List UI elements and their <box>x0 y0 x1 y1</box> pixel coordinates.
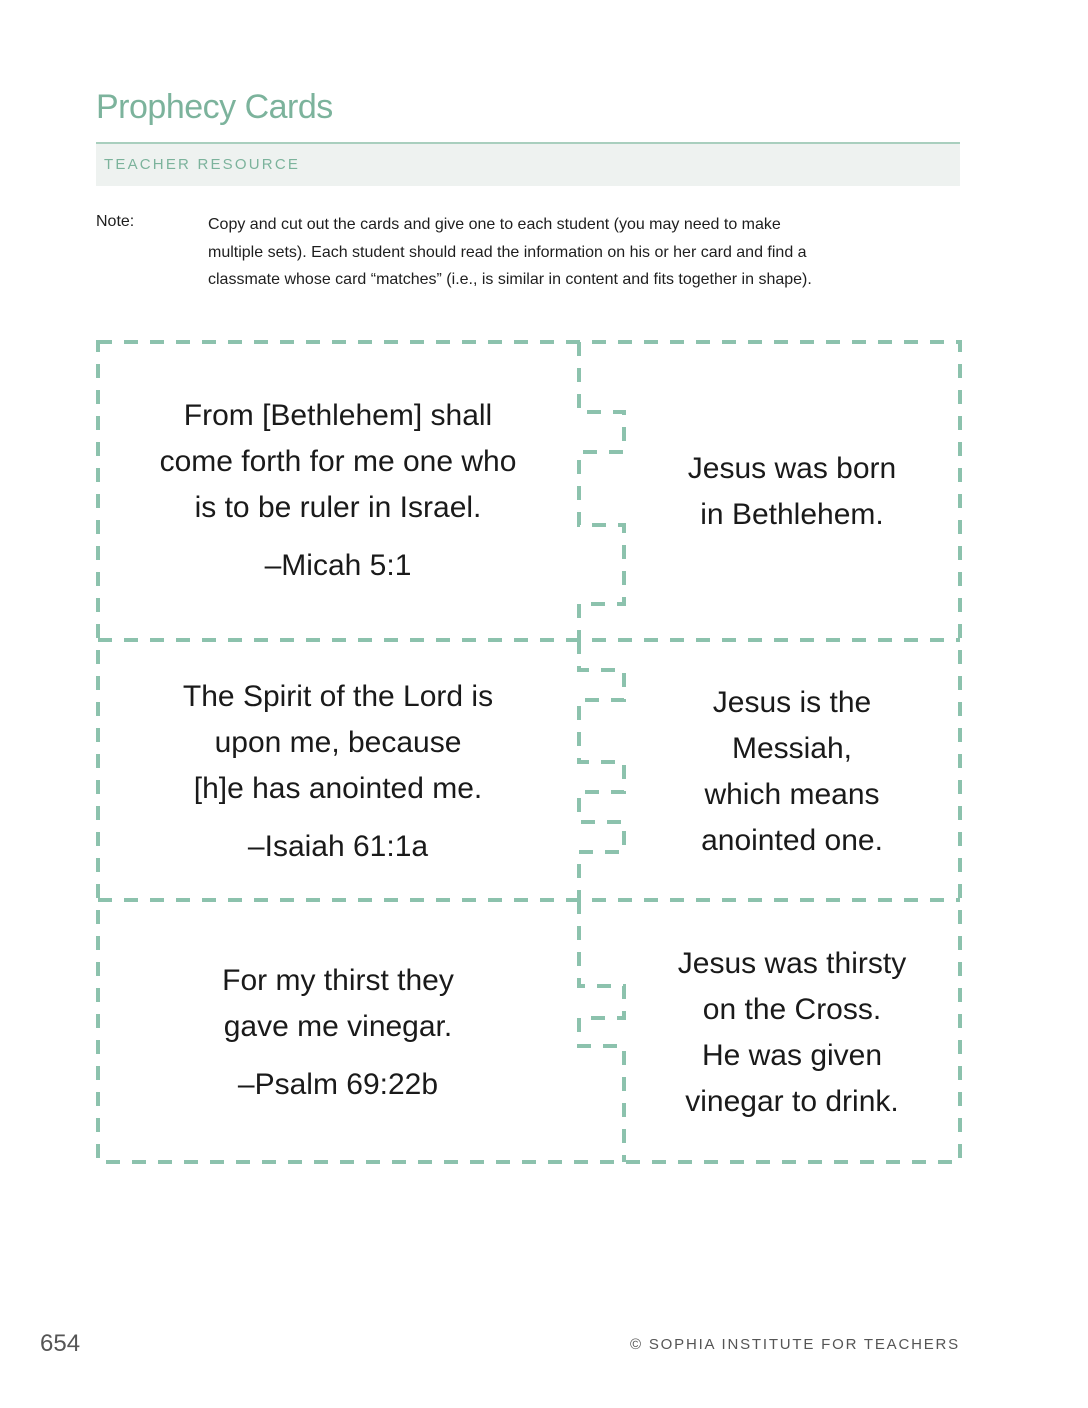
banner-label: TEACHER RESOURCE <box>104 156 301 173</box>
prophecy-card-2 <box>100 674 576 870</box>
fulfillment-card-1 <box>626 446 958 538</box>
puzzle-cut-1 <box>579 342 624 640</box>
prophecy-line: come forth for me one who <box>159 445 517 478</box>
page-title: Prophecy Cards <box>96 88 333 126</box>
note-line: Copy and cut out the cards and give one to each student (you may need to make <box>208 216 781 233</box>
prophecy-line: For my thirst they <box>222 964 454 997</box>
copyright-notice: © SOPHIA INSTITUTE FOR TEACHERS <box>630 1336 960 1353</box>
prophecy-line: upon me, because <box>214 726 462 759</box>
puzzle-cut-2 <box>579 640 624 900</box>
note-line: classmate whose card “matches” (i.e., is similar in content and fits together in shape). <box>208 271 812 288</box>
page-number: 654 <box>40 1330 81 1357</box>
note-label: Note: <box>96 213 135 230</box>
fulfillment-line: Jesus is the <box>712 686 872 719</box>
prophecy-line: is to be ruler in Israel. <box>194 491 482 524</box>
fulfillment-line: vinegar to drink. <box>685 1085 899 1118</box>
prophecy-card-1 <box>100 393 576 589</box>
fulfillment-line: on the Cross. <box>702 993 882 1026</box>
fulfillment-line: Jesus was thirsty <box>677 947 907 980</box>
note-line: multiple sets). Each student should read the information on his or her card and find a <box>208 243 807 261</box>
fulfillment-card-3 <box>626 941 958 1125</box>
scripture-reference: –Micah 5:1 <box>264 549 412 582</box>
fulfillment-line: which means <box>704 778 880 811</box>
scripture-reference: –Isaiah 61:1a <box>247 830 429 863</box>
prophecy-line: From [Bethlehem] shall <box>183 399 493 432</box>
prophecy-line: The Spirit of the Lord is <box>182 680 494 713</box>
fulfillment-line: Jesus was born <box>687 452 897 485</box>
fulfillment-line: He was given <box>701 1039 883 1072</box>
scripture-reference: –Psalm 69:22b <box>237 1068 439 1101</box>
fulfillment-line: Messiah, <box>731 732 853 765</box>
puzzle-cut-3 <box>579 900 624 1162</box>
fulfillment-line: in Bethlehem. <box>700 498 884 531</box>
prophecy-line: gave me vinegar. <box>223 1010 453 1043</box>
fulfillment-line: anointed one. <box>701 824 883 857</box>
prophecy-line: [h]e has anointed me. <box>193 772 483 805</box>
prophecy-card-3 <box>100 958 576 1108</box>
fulfillment-card-2 <box>626 680 958 864</box>
